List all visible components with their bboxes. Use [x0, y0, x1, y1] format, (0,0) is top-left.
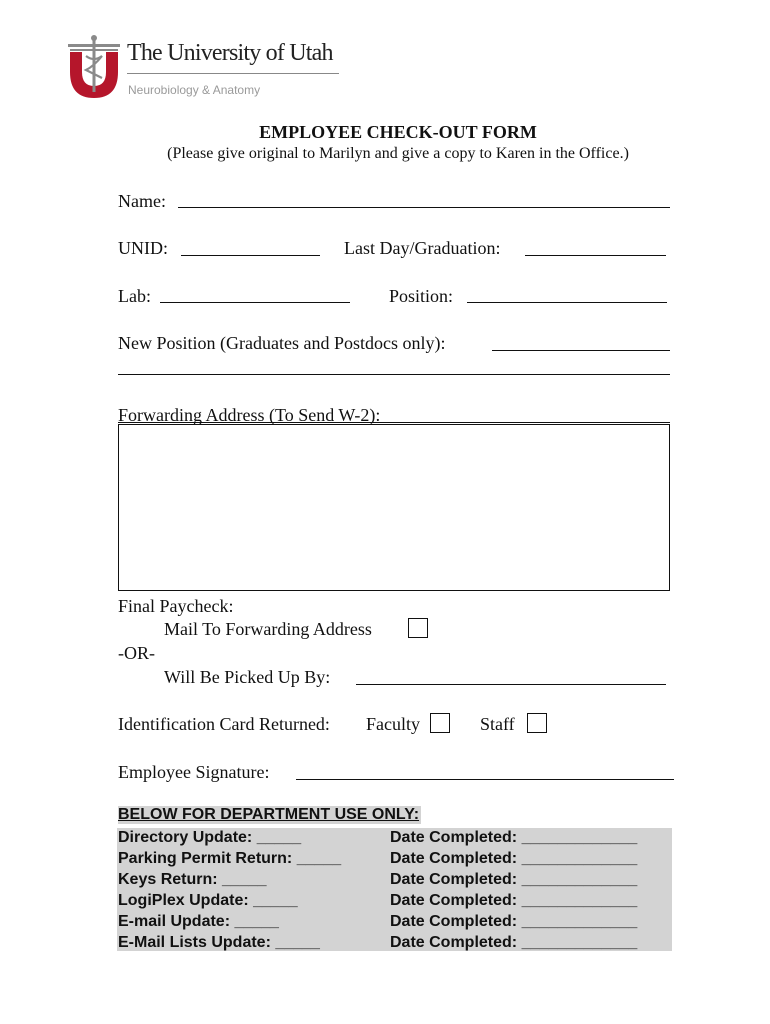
- dept-row-item: E-mail Update: _____: [118, 913, 279, 930]
- dept-row-completed: Date Completed: _____________: [390, 892, 638, 909]
- unid-label: UNID:: [118, 238, 168, 258]
- dept-row-completed: Date Completed: _____________: [390, 913, 638, 930]
- dept-row-completed: Date Completed: _____________: [390, 934, 638, 951]
- department-use-heading: BELOW FOR DEPARTMENT USE ONLY:: [118, 806, 420, 823]
- dept-row-completed: Date Completed: _____________: [390, 871, 638, 888]
- name-label: Name:: [118, 191, 166, 211]
- forwarding-address-box[interactable]: [118, 424, 670, 591]
- new-position-field[interactable]: [492, 350, 670, 351]
- dept-row-completed: Date Completed: _____________: [390, 850, 638, 867]
- staff-label: Staff: [480, 714, 515, 734]
- dept-row-item: Keys Return: _____: [118, 871, 267, 888]
- position-label: Position:: [389, 286, 454, 306]
- forwarding-address-label: Forwarding Address (To Send W-2):: [118, 405, 381, 425]
- id-card-label: Identification Card Returned:: [118, 714, 330, 734]
- or-label: -OR-: [118, 643, 155, 663]
- unid-field[interactable]: [181, 255, 320, 256]
- new-position-label: New Position (Graduates and Postdocs only):: [118, 333, 446, 353]
- dept-row-item: Directory Update: _____: [118, 829, 302, 846]
- name-field[interactable]: [178, 207, 670, 208]
- university-logo: [66, 34, 122, 100]
- forwarding-address-rule: [118, 422, 670, 423]
- new-position-field-line2[interactable]: [118, 374, 670, 375]
- signature-label: Employee Signature:: [118, 762, 270, 782]
- picked-up-field[interactable]: [356, 684, 666, 685]
- faculty-label: Faculty: [366, 714, 420, 734]
- form-title: EMPLOYEE CHECK-OUT FORM: [259, 122, 537, 142]
- dept-row-item: Parking Permit Return: _____: [118, 850, 342, 867]
- mail-option-label: Mail To Forwarding Address: [164, 619, 372, 639]
- lab-label: Lab:: [118, 286, 151, 306]
- dept-row-completed: Date Completed: _____________: [390, 829, 638, 846]
- form-subtitle: (Please give original to Marilyn and give a copy to Karen in the Office.): [167, 145, 629, 162]
- picked-up-label: Will Be Picked Up By:: [164, 667, 331, 687]
- dept-row-item: E-Mail Lists Update: _____: [118, 934, 320, 951]
- header-rule: [127, 73, 339, 74]
- caduceus-shield-icon: [66, 34, 122, 100]
- university-name: The University of Utah: [127, 40, 333, 66]
- staff-checkbox[interactable]: [527, 713, 547, 733]
- final-paycheck-label: Final Paycheck:: [118, 596, 234, 616]
- lab-field[interactable]: [160, 302, 350, 303]
- faculty-checkbox[interactable]: [430, 713, 450, 733]
- last-day-label: Last Day/Graduation:: [344, 238, 501, 258]
- signature-field[interactable]: [296, 779, 674, 780]
- department-name: Neurobiology & Anatomy: [128, 83, 261, 97]
- last-day-field[interactable]: [525, 255, 666, 256]
- position-field[interactable]: [467, 302, 667, 303]
- mail-option-checkbox[interactable]: [408, 618, 428, 638]
- dept-row-item: LogiPlex Update: _____: [118, 892, 298, 909]
